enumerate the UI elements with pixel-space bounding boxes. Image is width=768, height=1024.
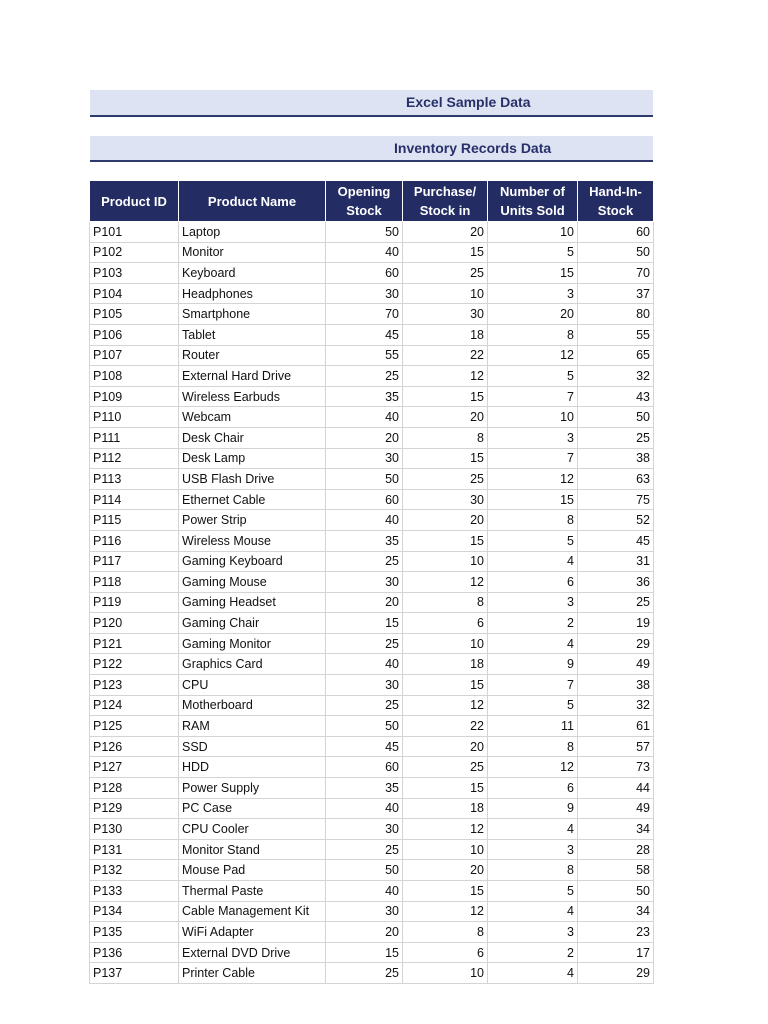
cell-product-id[interactable]: P132: [90, 860, 179, 881]
header-hand-in-stock[interactable]: Hand-In- Stock: [578, 181, 654, 222]
cell-opening-stock[interactable]: 50: [326, 222, 403, 243]
table-row: [90, 222, 654, 243]
header-opening-stock[interactable]: Opening Stock: [326, 181, 403, 222]
cell-product-name[interactable]: Printer Cable: [179, 963, 326, 984]
cell-product-id[interactable]: P121: [90, 633, 179, 654]
table-row: [90, 283, 654, 304]
cell-hand-in-stock[interactable]: 58: [578, 860, 654, 881]
cell-opening-stock[interactable]: 70: [326, 304, 403, 325]
cell-product-id[interactable]: P129: [90, 798, 179, 819]
table-row: [90, 675, 654, 696]
table-row: [90, 819, 654, 840]
cell-product-id[interactable]: P101: [90, 222, 179, 243]
cell-opening-stock[interactable]: 40: [326, 654, 403, 675]
table-row: [90, 304, 654, 325]
cell-product-id[interactable]: P102: [90, 242, 179, 263]
cell-opening-stock[interactable]: 25: [326, 551, 403, 572]
cell-product-id[interactable]: P123: [90, 675, 179, 696]
cell-units-sold[interactable]: 4: [488, 551, 578, 572]
cell-product-name[interactable]: Gaming Monitor: [179, 633, 326, 654]
cell-purchase[interactable]: 18: [403, 324, 488, 345]
cell-units-sold[interactable]: 11: [488, 716, 578, 737]
cell-units-sold[interactable]: 8: [488, 736, 578, 757]
cell-hand-in-stock[interactable]: 32: [578, 695, 654, 716]
cell-product-name[interactable]: Cable Management Kit: [179, 901, 326, 922]
cell-units-sold[interactable]: 7: [488, 675, 578, 696]
cell-product-name[interactable]: Gaming Mouse: [179, 572, 326, 593]
cell-purchase[interactable]: 10: [403, 551, 488, 572]
cell-hand-in-stock[interactable]: 73: [578, 757, 654, 778]
cell-hand-in-stock[interactable]: 57: [578, 736, 654, 757]
cell-product-id[interactable]: P113: [90, 469, 179, 490]
cell-product-id[interactable]: P128: [90, 778, 179, 799]
cell-purchase[interactable]: 10: [403, 839, 488, 860]
cell-units-sold[interactable]: 5: [488, 242, 578, 263]
cell-purchase[interactable]: 18: [403, 798, 488, 819]
cell-purchase[interactable]: 12: [403, 366, 488, 387]
cell-product-name[interactable]: Monitor: [179, 242, 326, 263]
cell-purchase[interactable]: 8: [403, 427, 488, 448]
table-row: [90, 901, 654, 922]
cell-opening-stock[interactable]: 30: [326, 819, 403, 840]
cell-units-sold[interactable]: 5: [488, 530, 578, 551]
cell-opening-stock[interactable]: 20: [326, 922, 403, 943]
cell-purchase[interactable]: 15: [403, 530, 488, 551]
cell-hand-in-stock[interactable]: 50: [578, 407, 654, 428]
cell-purchase[interactable]: 15: [403, 242, 488, 263]
cell-hand-in-stock[interactable]: 50: [578, 881, 654, 902]
cell-opening-stock[interactable]: 40: [326, 407, 403, 428]
cell-hand-in-stock[interactable]: 70: [578, 263, 654, 284]
cell-units-sold[interactable]: 4: [488, 819, 578, 840]
cell-opening-stock[interactable]: 15: [326, 942, 403, 963]
cell-product-id[interactable]: P104: [90, 283, 179, 304]
cell-product-name[interactable]: Router: [179, 345, 326, 366]
cell-opening-stock[interactable]: 50: [326, 469, 403, 490]
cell-units-sold[interactable]: 20: [488, 304, 578, 325]
cell-opening-stock[interactable]: 20: [326, 592, 403, 613]
cell-product-name[interactable]: Ethernet Cable: [179, 489, 326, 510]
cell-purchase[interactable]: 30: [403, 304, 488, 325]
cell-product-id[interactable]: P109: [90, 386, 179, 407]
cell-purchase[interactable]: 15: [403, 675, 488, 696]
cell-opening-stock[interactable]: 35: [326, 778, 403, 799]
cell-product-id[interactable]: P120: [90, 613, 179, 634]
table-row: [90, 633, 654, 654]
cell-purchase[interactable]: 12: [403, 572, 488, 593]
cell-product-name[interactable]: Wireless Mouse: [179, 530, 326, 551]
cell-product-id[interactable]: P112: [90, 448, 179, 469]
cell-product-name[interactable]: CPU Cooler: [179, 819, 326, 840]
cell-hand-in-stock[interactable]: 65: [578, 345, 654, 366]
cell-product-id[interactable]: P111: [90, 427, 179, 448]
cell-hand-in-stock[interactable]: 45: [578, 530, 654, 551]
cell-units-sold[interactable]: 7: [488, 448, 578, 469]
cell-units-sold[interactable]: 10: [488, 222, 578, 243]
table-row: [90, 551, 654, 572]
cell-opening-stock[interactable]: 30: [326, 572, 403, 593]
cell-units-sold[interactable]: 5: [488, 881, 578, 902]
cell-hand-in-stock[interactable]: 49: [578, 654, 654, 675]
cell-product-name[interactable]: External DVD Drive: [179, 942, 326, 963]
cell-product-id[interactable]: P122: [90, 654, 179, 675]
cell-units-sold[interactable]: 7: [488, 386, 578, 407]
cell-purchase[interactable]: 12: [403, 819, 488, 840]
cell-purchase[interactable]: 22: [403, 716, 488, 737]
cell-product-name[interactable]: Wireless Earbuds: [179, 386, 326, 407]
cell-product-name[interactable]: Gaming Headset: [179, 592, 326, 613]
table-row: [90, 736, 654, 757]
cell-purchase[interactable]: 15: [403, 448, 488, 469]
cell-product-id[interactable]: P106: [90, 324, 179, 345]
cell-hand-in-stock[interactable]: 63: [578, 469, 654, 490]
cell-product-id[interactable]: P103: [90, 263, 179, 284]
title-banner: [90, 90, 653, 117]
cell-opening-stock[interactable]: 25: [326, 963, 403, 984]
cell-product-name[interactable]: Thermal Paste: [179, 881, 326, 902]
cell-units-sold[interactable]: 5: [488, 366, 578, 387]
cell-purchase[interactable]: 15: [403, 778, 488, 799]
cell-purchase[interactable]: 30: [403, 489, 488, 510]
cell-product-id[interactable]: P117: [90, 551, 179, 572]
table-row: [90, 242, 654, 263]
cell-product-id[interactable]: P107: [90, 345, 179, 366]
cell-purchase[interactable]: 25: [403, 263, 488, 284]
cell-hand-in-stock[interactable]: 37: [578, 283, 654, 304]
table-row: [90, 881, 654, 902]
cell-hand-in-stock[interactable]: 31: [578, 551, 654, 572]
cell-purchase[interactable]: 22: [403, 345, 488, 366]
cell-hand-in-stock[interactable]: 23: [578, 922, 654, 943]
cell-units-sold[interactable]: 15: [488, 489, 578, 510]
cell-purchase[interactable]: 20: [403, 510, 488, 531]
cell-product-id[interactable]: P126: [90, 736, 179, 757]
cell-units-sold[interactable]: 3: [488, 283, 578, 304]
cell-units-sold[interactable]: 9: [488, 798, 578, 819]
cell-opening-stock[interactable]: 25: [326, 695, 403, 716]
cell-product-id[interactable]: P135: [90, 922, 179, 943]
cell-product-id[interactable]: P125: [90, 716, 179, 737]
cell-product-id[interactable]: P134: [90, 901, 179, 922]
cell-units-sold[interactable]: 10: [488, 407, 578, 428]
cell-product-id[interactable]: P115: [90, 510, 179, 531]
cell-product-name[interactable]: Gaming Chair: [179, 613, 326, 634]
cell-hand-in-stock[interactable]: 32: [578, 366, 654, 387]
cell-purchase[interactable]: 8: [403, 592, 488, 613]
cell-product-id[interactable]: P130: [90, 819, 179, 840]
cell-hand-in-stock[interactable]: 44: [578, 778, 654, 799]
cell-product-id[interactable]: P137: [90, 963, 179, 984]
cell-hand-in-stock[interactable]: 34: [578, 819, 654, 840]
cell-units-sold[interactable]: 12: [488, 345, 578, 366]
table-row: [90, 778, 654, 799]
cell-units-sold[interactable]: 2: [488, 613, 578, 634]
cell-opening-stock[interactable]: 20: [326, 427, 403, 448]
table-row: [90, 324, 654, 345]
table-row: [90, 942, 654, 963]
cell-product-name[interactable]: Motherboard: [179, 695, 326, 716]
cell-opening-stock[interactable]: 45: [326, 736, 403, 757]
cell-product-name[interactable]: RAM: [179, 716, 326, 737]
cell-product-id[interactable]: P131: [90, 839, 179, 860]
cell-hand-in-stock[interactable]: 50: [578, 242, 654, 263]
cell-purchase[interactable]: 25: [403, 469, 488, 490]
table-row: [90, 366, 654, 387]
header-product-id[interactable]: Product ID: [90, 181, 179, 222]
table-row: [90, 345, 654, 366]
cell-opening-stock[interactable]: 40: [326, 798, 403, 819]
cell-units-sold[interactable]: 4: [488, 963, 578, 984]
cell-opening-stock[interactable]: 50: [326, 716, 403, 737]
cell-product-name[interactable]: Headphones: [179, 283, 326, 304]
cell-units-sold[interactable]: 6: [488, 778, 578, 799]
cell-units-sold[interactable]: 3: [488, 592, 578, 613]
cell-units-sold[interactable]: 3: [488, 839, 578, 860]
cell-opening-stock[interactable]: 40: [326, 242, 403, 263]
table-row: [90, 757, 654, 778]
cell-product-name[interactable]: External Hard Drive: [179, 366, 326, 387]
header-units-sold[interactable]: Number of Units Sold: [488, 181, 578, 222]
cell-hand-in-stock[interactable]: 52: [578, 510, 654, 531]
cell-purchase[interactable]: 20: [403, 222, 488, 243]
cell-hand-in-stock[interactable]: 29: [578, 963, 654, 984]
cell-purchase[interactable]: 20: [403, 860, 488, 881]
cell-product-id[interactable]: P114: [90, 489, 179, 510]
table-row: [90, 263, 654, 284]
table-body: [90, 222, 654, 984]
inventory-table: [89, 180, 654, 984]
cell-product-name[interactable]: USB Flash Drive: [179, 469, 326, 490]
table-row: [90, 613, 654, 634]
table-row: [90, 798, 654, 819]
cell-opening-stock[interactable]: 40: [326, 881, 403, 902]
table-row: [90, 510, 654, 531]
cell-product-name[interactable]: Graphics Card: [179, 654, 326, 675]
cell-product-name[interactable]: Desk Chair: [179, 427, 326, 448]
cell-units-sold[interactable]: 8: [488, 860, 578, 881]
cell-units-sold[interactable]: 3: [488, 922, 578, 943]
cell-hand-in-stock[interactable]: 55: [578, 324, 654, 345]
cell-hand-in-stock[interactable]: 43: [578, 386, 654, 407]
table-row: [90, 922, 654, 943]
cell-purchase[interactable]: 15: [403, 881, 488, 902]
cell-units-sold[interactable]: 4: [488, 633, 578, 654]
cell-product-name[interactable]: Keyboard: [179, 263, 326, 284]
cell-product-name[interactable]: Mouse Pad: [179, 860, 326, 881]
cell-units-sold[interactable]: 3: [488, 427, 578, 448]
cell-purchase[interactable]: 6: [403, 613, 488, 634]
cell-product-name[interactable]: Laptop: [179, 222, 326, 243]
cell-hand-in-stock[interactable]: 19: [578, 613, 654, 634]
cell-units-sold[interactable]: 5: [488, 695, 578, 716]
cell-purchase[interactable]: 18: [403, 654, 488, 675]
cell-hand-in-stock[interactable]: 29: [578, 633, 654, 654]
cell-opening-stock[interactable]: 60: [326, 263, 403, 284]
cell-hand-in-stock[interactable]: 80: [578, 304, 654, 325]
cell-units-sold[interactable]: 2: [488, 942, 578, 963]
cell-product-name[interactable]: Monitor Stand: [179, 839, 326, 860]
cell-purchase[interactable]: 6: [403, 942, 488, 963]
cell-product-name[interactable]: Power Supply: [179, 778, 326, 799]
cell-product-id[interactable]: P124: [90, 695, 179, 716]
cell-product-name[interactable]: PC Case: [179, 798, 326, 819]
cell-opening-stock[interactable]: 45: [326, 324, 403, 345]
cell-units-sold[interactable]: 12: [488, 469, 578, 490]
cell-purchase[interactable]: 10: [403, 963, 488, 984]
cell-product-name[interactable]: Tablet: [179, 324, 326, 345]
cell-opening-stock[interactable]: 35: [326, 530, 403, 551]
cell-opening-stock[interactable]: 55: [326, 345, 403, 366]
cell-product-id[interactable]: P105: [90, 304, 179, 325]
cell-product-name[interactable]: CPU: [179, 675, 326, 696]
table-row: [90, 592, 654, 613]
cell-hand-in-stock[interactable]: 49: [578, 798, 654, 819]
header-row: [90, 181, 654, 222]
cell-units-sold[interactable]: 9: [488, 654, 578, 675]
cell-product-name[interactable]: Power Strip: [179, 510, 326, 531]
table-row: [90, 654, 654, 675]
cell-opening-stock[interactable]: 60: [326, 489, 403, 510]
cell-product-name[interactable]: WiFi Adapter: [179, 922, 326, 943]
table-row: [90, 489, 654, 510]
cell-product-id[interactable]: P133: [90, 881, 179, 902]
table-row: [90, 407, 654, 428]
table-row: [90, 839, 654, 860]
cell-hand-in-stock[interactable]: 25: [578, 427, 654, 448]
cell-product-name[interactable]: SSD: [179, 736, 326, 757]
cell-opening-stock[interactable]: 25: [326, 839, 403, 860]
cell-product-id[interactable]: P108: [90, 366, 179, 387]
cell-opening-stock[interactable]: 25: [326, 633, 403, 654]
cell-purchase[interactable]: 25: [403, 757, 488, 778]
cell-units-sold[interactable]: 15: [488, 263, 578, 284]
cell-product-name[interactable]: Webcam: [179, 407, 326, 428]
table-row: [90, 716, 654, 737]
cell-hand-in-stock[interactable]: 75: [578, 489, 654, 510]
table-row: [90, 695, 654, 716]
cell-units-sold[interactable]: 8: [488, 324, 578, 345]
cell-opening-stock[interactable]: 30: [326, 901, 403, 922]
cell-opening-stock[interactable]: 15: [326, 613, 403, 634]
cell-opening-stock[interactable]: 30: [326, 675, 403, 696]
table-row: [90, 448, 654, 469]
table-row: [90, 860, 654, 881]
cell-product-name[interactable]: Desk Lamp: [179, 448, 326, 469]
cell-purchase[interactable]: 12: [403, 901, 488, 922]
cell-opening-stock[interactable]: 50: [326, 860, 403, 881]
cell-hand-in-stock[interactable]: 38: [578, 675, 654, 696]
table-row: [90, 963, 654, 984]
cell-purchase[interactable]: 8: [403, 922, 488, 943]
cell-product-id[interactable]: P119: [90, 592, 179, 613]
cell-purchase[interactable]: 20: [403, 736, 488, 757]
cell-purchase[interactable]: 10: [403, 283, 488, 304]
cell-purchase[interactable]: 15: [403, 386, 488, 407]
subtitle-banner: [90, 136, 653, 162]
table-row: [90, 572, 654, 593]
cell-hand-in-stock[interactable]: 17: [578, 942, 654, 963]
table-row: [90, 469, 654, 490]
cell-opening-stock[interactable]: 30: [326, 448, 403, 469]
cell-product-id[interactable]: P127: [90, 757, 179, 778]
cell-purchase[interactable]: 10: [403, 633, 488, 654]
cell-hand-in-stock[interactable]: 36: [578, 572, 654, 593]
table-row: [90, 427, 654, 448]
cell-opening-stock[interactable]: 35: [326, 386, 403, 407]
cell-units-sold[interactable]: 8: [488, 510, 578, 531]
cell-product-id[interactable]: P118: [90, 572, 179, 593]
cell-hand-in-stock[interactable]: 60: [578, 222, 654, 243]
cell-purchase[interactable]: 12: [403, 695, 488, 716]
table-row: [90, 386, 654, 407]
cell-product-name[interactable]: Smartphone: [179, 304, 326, 325]
cell-opening-stock[interactable]: 30: [326, 283, 403, 304]
cell-product-id[interactable]: P110: [90, 407, 179, 428]
cell-units-sold[interactable]: 6: [488, 572, 578, 593]
cell-opening-stock[interactable]: 40: [326, 510, 403, 531]
cell-hand-in-stock[interactable]: 28: [578, 839, 654, 860]
cell-hand-in-stock[interactable]: 25: [578, 592, 654, 613]
cell-units-sold[interactable]: 4: [488, 901, 578, 922]
header-product-name[interactable]: Product Name: [179, 181, 326, 222]
cell-units-sold[interactable]: 12: [488, 757, 578, 778]
cell-product-name[interactable]: Gaming Keyboard: [179, 551, 326, 572]
cell-hand-in-stock[interactable]: 61: [578, 716, 654, 737]
cell-product-name[interactable]: HDD: [179, 757, 326, 778]
cell-product-id[interactable]: P116: [90, 530, 179, 551]
table-title: Inventory Records Data: [394, 140, 552, 156]
cell-purchase[interactable]: 20: [403, 407, 488, 428]
table-row: [90, 530, 654, 551]
cell-hand-in-stock[interactable]: 34: [578, 901, 654, 922]
header-purchase-stock-in[interactable]: Purchase/ Stock in: [403, 181, 488, 222]
cell-product-id[interactable]: P136: [90, 942, 179, 963]
cell-opening-stock[interactable]: 60: [326, 757, 403, 778]
page-title: Excel Sample Data: [406, 94, 531, 110]
cell-hand-in-stock[interactable]: 38: [578, 448, 654, 469]
cell-opening-stock[interactable]: 25: [326, 366, 403, 387]
